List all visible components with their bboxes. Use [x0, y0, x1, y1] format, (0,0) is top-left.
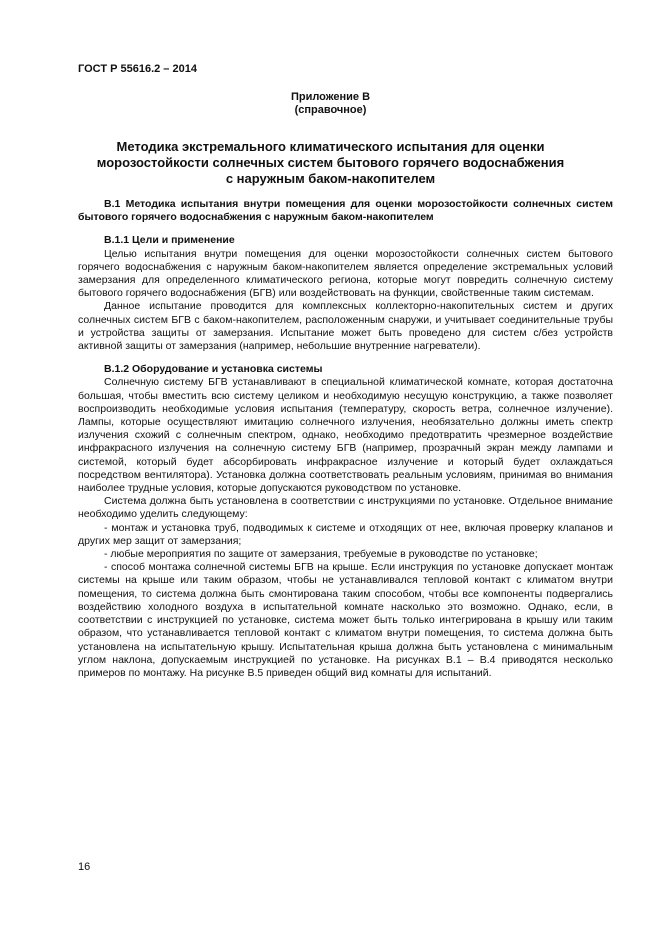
appendix-title: Приложение В [290, 91, 371, 103]
standard-code: ГОСТ Р 55616.2 – 2014 [78, 63, 197, 75]
paragraph: Система должна быть установлена в соответствии с инструкциями по установке. Отдельное внимание необходимо уделить следующему: [78, 495, 613, 521]
document-body [78, 198, 613, 680]
section-b11-heading: В.1.1 Цели и применение [104, 234, 235, 247]
section-b1-heading: В.1 Методика испытания внутри помещения для оценки морозостойкости солнечных систем бытового горячего водоснабжения с наружным баком-накопителем [78, 198, 613, 224]
page-number: 16 [78, 861, 91, 873]
list-item: - монтаж и установка труб, подводимых к системе и отходящих от нее, включая проверку клапанов и других мер защит от замерзания; [78, 521, 613, 547]
paragraph: Целью испытания внутри помещения для оценки морозостойкости солнечных систем бытового горячего водоснабжения с наружным баком-накопителем является определение экстремальных условий замерзания для определенного климатического региона, которые могут повредить солнечную систему бытового горячего водоснабжения (БГВ) или воздействовать на функции, свойственные таким системам. [78, 247, 613, 300]
section-b12-heading: В.1.2 Оборудование и установка системы [104, 363, 323, 376]
appendix-heading [78, 91, 583, 117]
document-title: Методика экстремального климатического испытания для оценки морозостойкости солнечных систем бытового горячего водоснабжения с наружным баком-накопителем [96, 139, 565, 186]
paragraph: Данное испытание проводится для комплексных коллекторно-накопительных систем и других солнечных систем БГВ с баком-накопителем, расположенным снаружи, и учитывает соединительные трубы и устройства защиты от замерзания. Испытание может быть проведено для систем с/без устройств активной защиты от замерзания (например, небольшие внутренние нагреватели). [78, 300, 613, 353]
paragraph: Солнечную систему БГВ устанавливают в специальной климатической комнате, которая достаточна большая, чтобы вместить всю систему целиком и необходимую несущую конструкцию, а также позволяет воспроизводить необходимые условия испытания (температуру, скорость ветра, солнечное излучение). Лампы, которые осуществляют имитацию солнечного излучения, необязательно должны иметь спектр излучения схожий с солнечным спектром, однако, необходимо предотвратить чрезмерное воздействие инфракрасного излучения на солнечную систему БГВ (например, прозрачный экран между лампами и системой, который будет абсорбировать инфракрасное излучение и который будет охлаждаться посредством вентилятора). Установка должна соответствовать реальным условиям, принимая во внимания наиболее трудные условия, которые допускаются руководством по установке. [78, 376, 613, 495]
list-item: - способ монтажа солнечной системы БГВ на крыше. Если инструкция по установке допускает монтаж системы на крыше или таким образом, чтобы не устанавливался тепловой контакт с климатом внутри помещения, то система должна быть смонтирована таким способом, чтобы все компоненты подвергались воздействию холодного воздуха в испытательной комнате насколько это возможно. Однако, если, в соответствии с инструкцией по установке, система может быть только интегрирована в крышу или таким образом, что устанавливается тепловой контакт с климатом внутри помещения, то система должна быть установлена на испытательную крышу. Испытательная крыша должна быть установлена с минимальным углом наклона, допускаемым инструкцией по установке. На рисунках В.1 – В.4 приводятся несколько примеров по монтажу. На рисунке В.5 приведен общий вид комнаты для испытаний. [78, 561, 613, 679]
appendix-subtitle: (справочное) [294, 104, 367, 116]
list-item: - любые мероприятия по защите от замерзания, требуемые в руководстве по установке; [104, 548, 538, 561]
